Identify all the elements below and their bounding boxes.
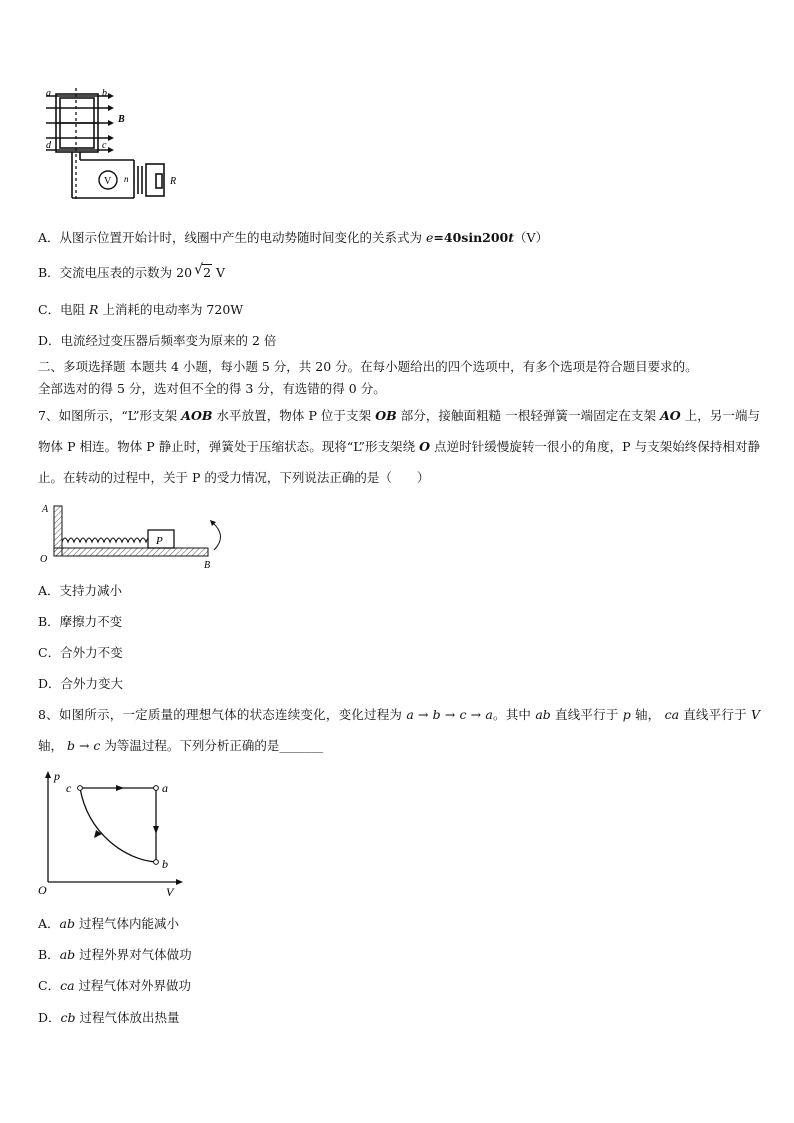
axis-label-p: p — [54, 770, 60, 783]
q8-option-c — [38, 978, 191, 994]
pv-diagram-figure — [36, 770, 186, 900]
q8-text-2: 。其中 — [492, 707, 536, 722]
q8-a-text: 过程气体内能减小 — [75, 916, 179, 931]
q8-a-label: A． — [38, 916, 60, 931]
q6-option-b — [38, 262, 226, 281]
q8-a-var: ab — [59, 916, 75, 931]
q6-option-a — [38, 230, 548, 246]
q8-var-V: V — [750, 707, 761, 722]
q7-var-AO: AO — [660, 408, 681, 423]
q6-a-var-e: e — [426, 230, 434, 245]
q8-text-1: 8、如图所示，一定质量的理想气体的状态连续变化，变化过程为 — [38, 707, 407, 722]
q7-option-c: C．合外力不变 — [38, 645, 123, 660]
q8-b-var: ab — [59, 947, 76, 962]
q6-c-text: C．电阻 — [38, 302, 90, 317]
q6-b-radicand: 2 — [203, 265, 212, 280]
origin-label-O: O — [38, 883, 47, 897]
q8-var-bc: b → c — [66, 738, 101, 753]
point-label-b: b — [162, 857, 168, 871]
q8-process: a → b → c → a — [406, 707, 493, 722]
q6-a-var-t: t — [508, 230, 515, 245]
label-field-B: B — [118, 114, 125, 125]
q8-c-text: 过程气体对外界做功 — [74, 978, 192, 993]
sqrt-symbol: √ 2 — [194, 262, 212, 280]
q6-option-c — [38, 302, 243, 318]
q7-option-d: D．合外力变大 — [38, 676, 124, 691]
q7-option-a: A．支持力减小 — [38, 583, 123, 598]
q8-d-var: cb — [60, 1010, 76, 1025]
label-c: c — [102, 140, 107, 151]
q8-text-6: 轴， — [38, 738, 67, 753]
q8-option-b — [38, 947, 192, 963]
q8-text-4: 轴， — [630, 707, 665, 722]
q8-var-p: p — [622, 707, 631, 722]
q8-b-text: 过程外界对气体做功 — [75, 947, 192, 962]
q7-text-2: 水平放置，物体 P 位于支架 — [212, 408, 376, 423]
label-a: a — [46, 88, 51, 99]
label-d: d — [46, 140, 51, 151]
label-n: n — [124, 174, 129, 184]
q7-text-4: 上，另一端与物体 P 相连。物体 P 静止时，弹簧处于压缩状态。现将“L”形支架绕 — [38, 408, 761, 454]
q6-a-eq: =40sin200 — [433, 230, 509, 245]
q8-var-ab: ab — [535, 707, 551, 722]
q6-b-unit: V — [212, 265, 226, 280]
q6-b-text: B．交流电压表的示数为 20 — [38, 265, 193, 280]
section2-line1: 二、多项选择题 本题共 4 小题，每小题 5 分，共 20 分。在每小题给出的四个选项中，有多个选项是符合题目要求的。 — [38, 359, 698, 374]
label-b: b — [102, 88, 107, 99]
l-bracket-spring-figure — [38, 500, 238, 570]
fig2-label-B: B — [204, 560, 211, 570]
q6-a-unit: （V） — [514, 230, 549, 245]
isotherm-bc — [80, 788, 156, 862]
q6-option-d: D．电流经过变压器后频率变为原来的 2 倍 — [38, 333, 277, 348]
q8-d-label: D． — [38, 1010, 61, 1025]
state-c-point — [78, 786, 83, 791]
state-b-point — [154, 860, 159, 865]
point-label-c: c — [66, 781, 72, 795]
fig2-label-O: O — [40, 554, 48, 565]
q8-option-a — [38, 916, 179, 932]
q8-text-3: 直线平行于 — [550, 707, 623, 722]
q8-text-7: 为等温过程。下列分析正确的是_______ — [100, 738, 324, 753]
q8-d-text: 过程气体放出热量 — [75, 1010, 180, 1025]
q7-var-O: O — [419, 439, 431, 454]
state-a-point — [154, 786, 159, 791]
q6-c-text-2: 上消耗的电动率为 720W — [98, 302, 244, 317]
section2-line2: 全部选对的得 5 分，选对但不全的得 3 分，有选错的得 0 分。 — [38, 381, 386, 396]
label-R: R — [170, 176, 177, 187]
generator-circuit-figure — [38, 86, 188, 204]
q8-var-ca: ca — [664, 707, 680, 722]
q6-a-text: A．从图示位置开始计时，线圈中产生的电动势随时间变化的关系式为 — [38, 230, 427, 245]
q8-text-5: 直线平行于 — [679, 707, 751, 722]
q8-stem — [38, 699, 760, 761]
q7-var-AOB: AOB — [181, 408, 213, 423]
q8-b-label: B． — [38, 947, 60, 962]
q8-c-label: C． — [38, 978, 61, 993]
q6-c-var-R: R — [89, 302, 99, 317]
axis-label-V: V — [166, 885, 174, 899]
q8-option-d — [38, 1010, 180, 1026]
q7-option-b: B．摩擦力不变 — [38, 614, 123, 629]
q7-text-5: 点逆时针缓慢旋转一很小的角度，P 与支架始终保持相对静止。在转动的过程中，关于 P 的受力情况，下列说法正确的是（ ） — [38, 439, 760, 485]
q8-c-var: ca — [60, 978, 75, 993]
point-label-a: a — [162, 781, 168, 795]
q7-text-3: 部分，接触面粗糙 一根轻弹簧一端固定在支架 — [396, 408, 661, 423]
q7-stem — [38, 400, 760, 493]
fig2-label-A: A — [42, 504, 49, 515]
q7-text-1: 7、如图所示，“L”形支架 — [38, 408, 182, 423]
rotation-arrow-icon — [212, 522, 221, 550]
q7-var-OB: OB — [375, 408, 397, 423]
fig2-label-P: P — [156, 535, 163, 547]
voltmeter-label: V — [104, 176, 112, 187]
